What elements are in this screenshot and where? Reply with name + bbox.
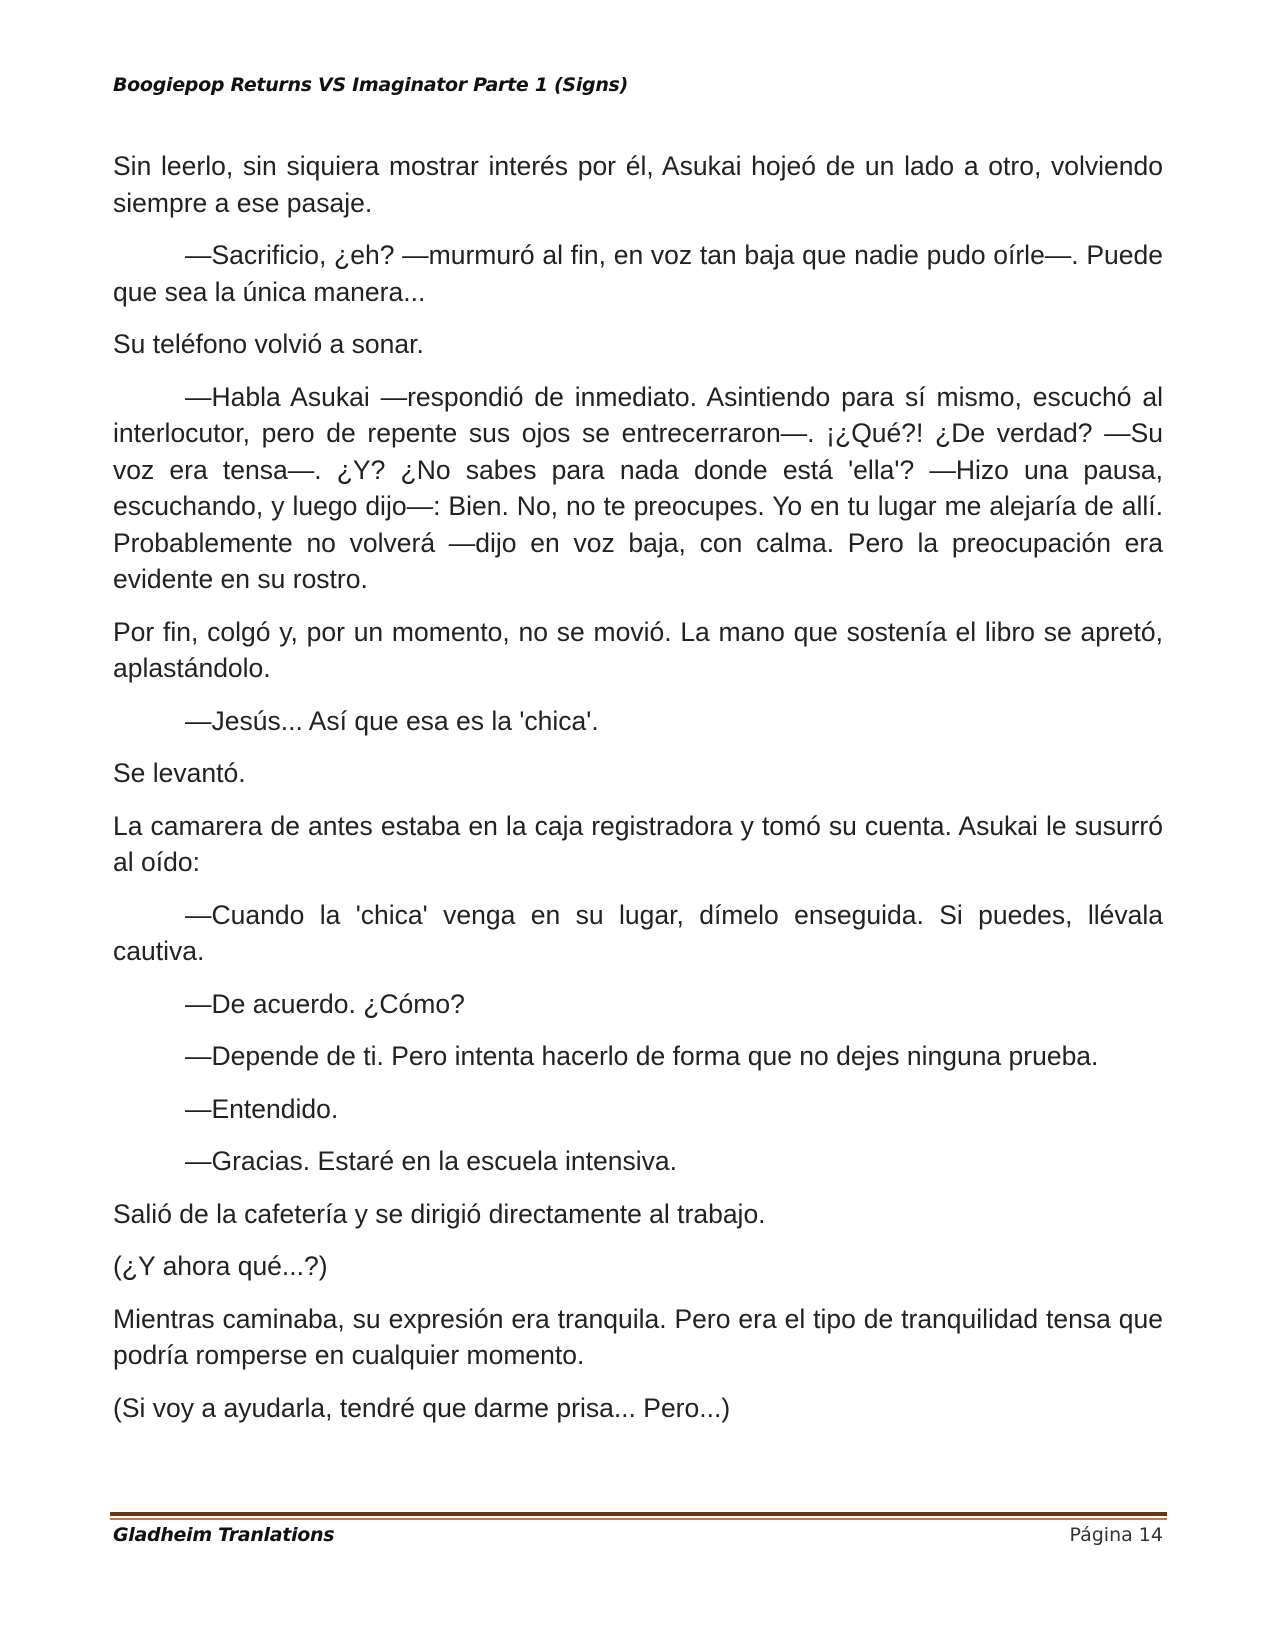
paragraph-dialogue: —Cuando la 'chica' venga en su lugar, dímelo enseguida. Si puedes, llévala cautiva. — [113, 899, 1163, 966]
paragraph-dialogue: —De acuerdo. ¿Cómo? — [185, 988, 465, 1019]
paragraph-dialogue: —Jesús... Así que esa es la 'chica'. — [185, 705, 599, 736]
running-header: Boogiepop Returns VS Imaginator Parte 1 (Signs) — [113, 74, 628, 96]
body-text — [113, 148, 1163, 1442]
paragraph: (Si voy a ayudarla, tendré que darme prisa... Pero...) — [113, 1392, 731, 1423]
paragraph-dialogue: —Depende de ti. Pero intenta hacerlo de forma que no dejes ninguna prueba. — [185, 1041, 1099, 1071]
paragraph: Su teléfono volvió a sonar. — [113, 329, 424, 359]
paragraph: Sin leerlo, sin siquiera mostrar interés por él, Asukai hojeó de un lado a otro, volviendo siempre a ese pasaje. — [113, 151, 1163, 218]
paragraph: Por fin, colgó y, por un momento, no se movió. La mano que sostenía el libro se apretó, aplastándolo. — [113, 616, 1163, 683]
paragraph-dialogue: —Sacrificio, ¿eh? —murmuró al fin, en voz tan baja que nadie pudo oírle—. Puede que sea la única manera... — [113, 240, 1163, 307]
paragraph: La camarera de antes estaba en la caja registradora y tomó su cuenta. Asukai le susurró al oído: — [113, 810, 1163, 877]
footer-divider-light — [110, 1518, 1167, 1520]
footer-divider-dark — [110, 1512, 1167, 1516]
paragraph: Se levantó. — [113, 758, 246, 788]
paragraph-dialogue: —Entendido. — [185, 1093, 339, 1124]
page-number: Página 14 — [1069, 1524, 1163, 1546]
paragraph: Mientras caminaba, su expresión era tranquila. Pero era el tipo de tranquilidad tensa que podría romperse en cualquier momento. — [113, 1303, 1163, 1370]
paragraph: (¿Y ahora qué...?) — [113, 1251, 328, 1281]
paragraph: Salió de la cafetería y se dirigió directamente al trabajo. — [113, 1198, 766, 1229]
paragraph-dialogue: —Habla Asukai —respondió de inmediato. Asintiendo para sí mismo, escuchó al interlocutor, pero de repente sus ojos se entrecerraron—. ¡¿Qué?! ¿De verdad? —Su voz era tensa—. ¿Y? ¿No sabes para nada donde está 'ella'? —Hizo una pausa, escuchando, y luego dijo—: Bien. No, no te preocupes. Yo en tu lugar me alejaría de allí. Probablemente no volverá —dijo en voz baja, con calma. Pero la preocupación era evidente en su rostro. — [113, 381, 1163, 594]
footer-credit: Gladheim Tranlations — [113, 1524, 335, 1546]
paragraph-dialogue: —Gracias. Estaré en la escuela intensiva. — [185, 1146, 677, 1176]
